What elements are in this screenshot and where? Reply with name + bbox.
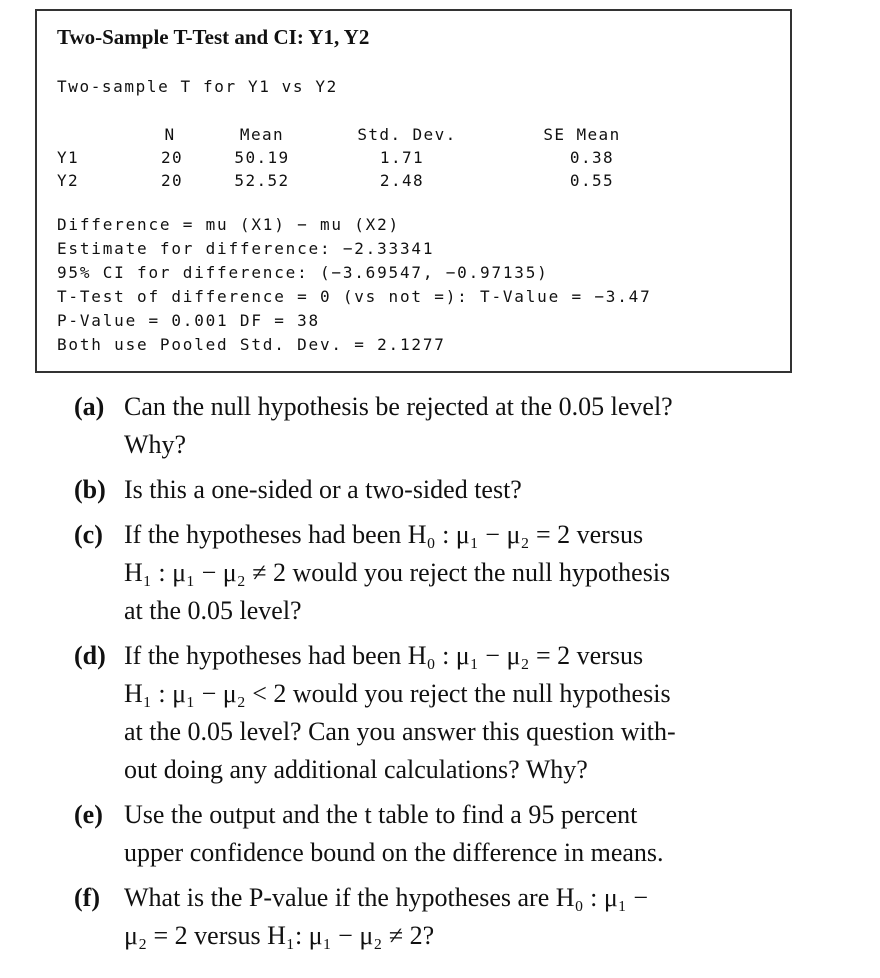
- minitab-output-box: [35, 9, 792, 373]
- stat-confidence-interval: 95% CI for difference: (−3.69547, −0.97135): [57, 263, 549, 282]
- stat-t-value: T-Test of difference = 0 (vs not =): T-Value = −3.47: [57, 287, 652, 306]
- question-text-line: H₁ : μ₁ − μ₂ ≠ 2 would you reject the null hypothesis: [124, 558, 671, 587]
- question-d: [74, 637, 800, 789]
- question-text-line: What is the P-value if the hypotheses are H₀ : μ₁ −: [124, 883, 648, 912]
- table-row-y1-label: Y1: [57, 148, 80, 167]
- exercise-questions: [74, 388, 800, 962]
- question-c: [74, 516, 800, 630]
- question-text-line: If the hypotheses had been H₀ : μ₁ − μ₂ = 2 versus: [124, 641, 644, 670]
- question-text-line: Why?: [124, 430, 187, 459]
- question-text-line: μ₂ = 2 versus H₁: μ₁ − μ₂ ≠ 2?: [124, 921, 435, 950]
- table-cell-y2-std-dev: 2.48: [379, 171, 425, 190]
- question-text-line: at the 0.05 level?: [124, 596, 302, 625]
- table-row-y2-label: Y2: [57, 171, 80, 190]
- question-label: (e): [74, 800, 103, 829]
- stat-p-value: P-Value = 0.001 DF = 38: [57, 311, 320, 330]
- question-text-line: Is this a one-sided or a two-sided test?: [124, 475, 522, 504]
- question-text-line: If the hypotheses had been H₀ : μ₁ − μ₂ = 2 versus: [124, 520, 644, 549]
- table-cell-y2-mean: 52.52: [234, 171, 290, 190]
- table-header-n: N: [164, 125, 176, 144]
- question-label: (a): [74, 392, 105, 421]
- output-subtitle: Two-sample T for Y1 vs Y2: [57, 77, 338, 96]
- table-cell-y2-se-mean: 0.55: [569, 171, 615, 190]
- stat-difference-definition: Difference = mu (X1) − mu (X2): [57, 215, 400, 234]
- question-b: [74, 471, 800, 509]
- question-label: (d): [74, 641, 106, 670]
- question-text-line: H₁ : μ₁ − μ₂ < 2 would you reject the null hypothesis: [124, 679, 671, 708]
- question-label: (f): [74, 883, 100, 912]
- question-text-line: Can the null hypothesis be rejected at the 0.05 level?: [124, 392, 673, 421]
- table-header-std-dev: Std. Dev.: [357, 125, 457, 144]
- table-header-mean: Mean: [239, 125, 285, 144]
- table-cell-y1-mean: 50.19: [234, 148, 290, 167]
- stat-estimate: Estimate for difference: −2.33341: [57, 239, 435, 258]
- test-statistics: [57, 213, 652, 357]
- table-cell-y2-n: 20: [160, 171, 184, 190]
- table-header-se-mean: SE Mean: [543, 125, 621, 144]
- question-e: [74, 796, 800, 872]
- question-text-line: Use the output and the t table to find a 95 percent: [124, 800, 638, 829]
- question-f: [74, 879, 800, 955]
- table-cell-y1-n: 20: [160, 148, 184, 167]
- question-label: (c): [74, 520, 103, 549]
- stat-pooled-std-dev: Both use Pooled Std. Dev. = 2.1277: [57, 335, 446, 354]
- table-cell-y1-se-mean: 0.38: [569, 148, 615, 167]
- question-text-line: at the 0.05 level? Can you answer this question with-: [124, 717, 676, 746]
- output-title: Two-Sample T-Test and CI: Y1, Y2: [57, 25, 370, 49]
- question-label: (b): [74, 475, 106, 504]
- question-text-line: upper confidence bound on the difference in means.: [124, 838, 664, 867]
- table-cell-y1-std-dev: 1.71: [379, 148, 425, 167]
- question-a: [74, 388, 800, 464]
- question-text-line: out doing any additional calculations? Why?: [124, 755, 588, 784]
